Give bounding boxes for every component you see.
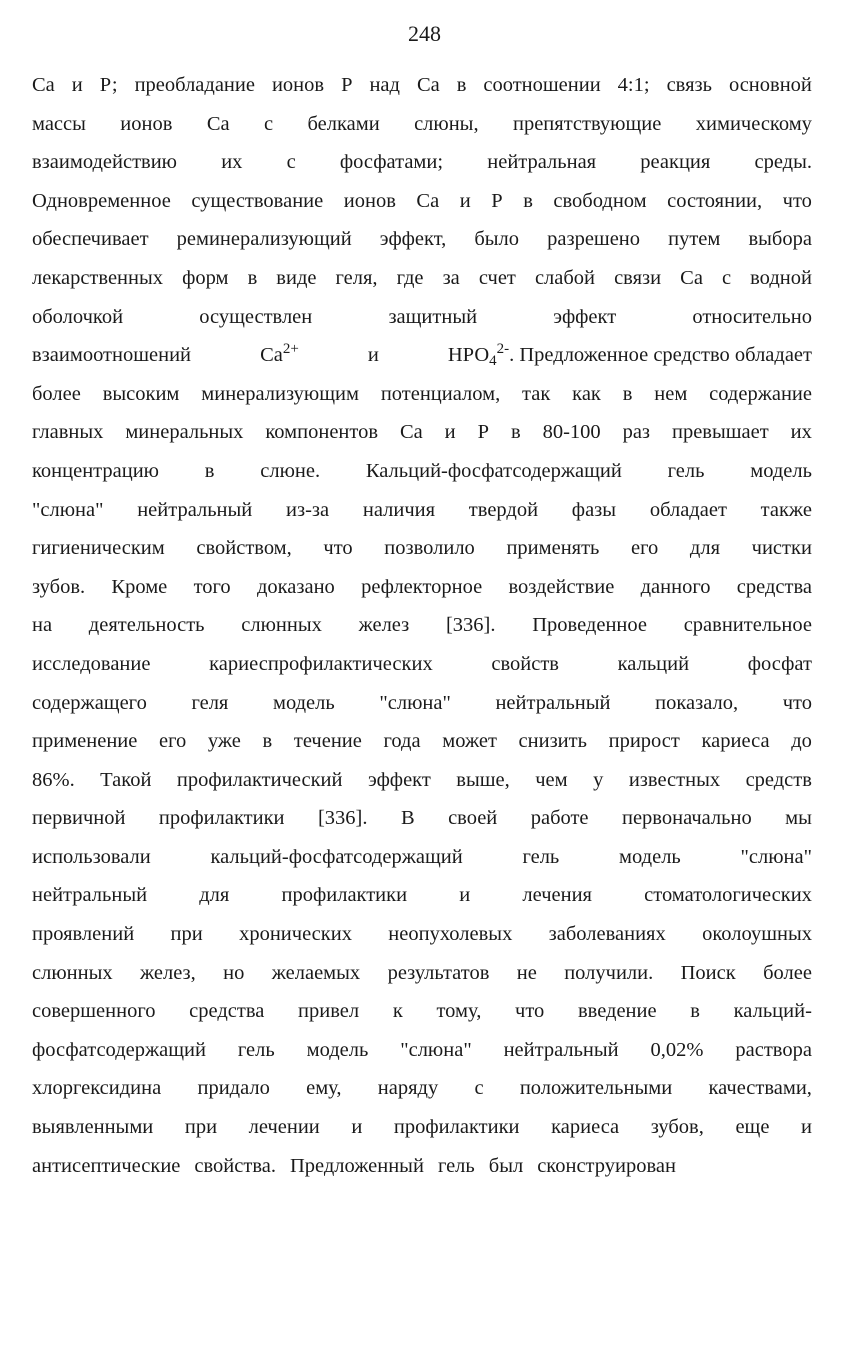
word: снизить: [518, 730, 587, 753]
word: данного: [640, 575, 711, 598]
word: осуществлен: [199, 305, 313, 328]
word: но: [223, 961, 245, 984]
word: с: [474, 1077, 484, 1100]
text-line: [32, 799, 812, 838]
word: "слюна": [740, 845, 812, 868]
word: сконструирован: [537, 1154, 676, 1177]
text-line: [32, 182, 812, 221]
word: раз: [622, 421, 651, 444]
word: кариеспрофилактических: [209, 652, 433, 675]
text-line: [32, 413, 812, 452]
word: для: [199, 884, 230, 907]
text-line: [32, 722, 812, 761]
word: их: [221, 151, 243, 174]
word: использовали: [32, 845, 151, 868]
text-line: [32, 375, 812, 414]
word: состоянии,: [667, 189, 763, 212]
word: фосфатами;: [339, 151, 444, 174]
word: при: [170, 923, 203, 946]
text-line: [32, 529, 812, 568]
word: антисептические: [32, 1154, 181, 1177]
word: тому,: [436, 1000, 482, 1023]
word: кальций-: [733, 1000, 812, 1023]
word: виде: [276, 266, 317, 289]
word: наличия: [362, 498, 436, 521]
word: нейтральный: [503, 1038, 619, 1061]
text-line: [32, 1108, 812, 1147]
word: относительно: [692, 305, 812, 328]
word: при: [184, 1116, 218, 1139]
text-line: [32, 491, 812, 530]
word: кальций-фосфатсодержащий: [210, 845, 463, 868]
word: выбора: [748, 228, 812, 251]
word: форм: [182, 266, 229, 289]
word: также: [760, 498, 812, 521]
word: эффект,: [379, 228, 447, 251]
word: может: [442, 730, 497, 753]
word: деятельность: [88, 614, 205, 637]
word: и: [71, 74, 83, 96]
word: эффект: [367, 768, 431, 791]
word: Са: [32, 74, 55, 96]
word: зубов.: [32, 575, 86, 598]
word: не: [516, 961, 537, 984]
word: Кальций-фосфатсодержащий: [365, 459, 622, 482]
word: 80-100: [542, 421, 601, 444]
text-line: [32, 1069, 812, 1108]
word: его: [159, 730, 187, 753]
text-line: [32, 838, 812, 877]
word: зубов,: [650, 1116, 704, 1139]
word: основной: [728, 74, 812, 96]
word: работе: [530, 807, 589, 830]
word: придало: [197, 1077, 270, 1100]
word: модель: [306, 1038, 369, 1061]
word: геля,: [335, 266, 378, 289]
word: более: [32, 382, 81, 405]
word: с: [721, 266, 732, 289]
word: Са: [680, 266, 703, 289]
word: что: [515, 1000, 545, 1023]
word: концентрацию: [32, 459, 159, 482]
word: 86%.: [32, 768, 75, 791]
word: Р: [477, 421, 489, 444]
text-line: [32, 645, 812, 684]
word: свойством,: [196, 537, 292, 560]
word: ионов: [120, 112, 173, 135]
word: Проведенное: [532, 614, 647, 637]
word: нейтральный: [495, 691, 611, 714]
word: массы: [32, 112, 86, 135]
word: у: [593, 768, 604, 791]
word: где: [396, 266, 424, 289]
word: до: [791, 730, 812, 753]
word: химическому: [695, 112, 812, 135]
word: в: [262, 730, 273, 753]
text-line: [32, 66, 812, 105]
word: 4:1;: [617, 74, 650, 96]
word: его: [631, 537, 659, 560]
word: свойства.: [194, 1154, 276, 1177]
word: показало,: [655, 691, 739, 714]
word: обладает: [649, 498, 727, 521]
word: гель: [522, 845, 560, 868]
word: исследование: [32, 652, 151, 675]
word: слюнных: [241, 614, 322, 637]
word: существование: [191, 189, 324, 212]
text-line: [32, 1031, 812, 1070]
word: хлоргексидина: [32, 1077, 162, 1100]
text-line: [32, 684, 812, 723]
word: $НРО_4^{2-}$. Предложенное средство обладает: [447, 341, 812, 370]
word: неопухолевых: [388, 923, 513, 946]
word: как: [572, 382, 601, 405]
text-line: [32, 336, 812, 375]
word: "слюна": [32, 498, 104, 521]
text-line: [32, 452, 812, 491]
text-line: [32, 954, 812, 993]
word: желез: [358, 614, 410, 637]
word: ему,: [306, 1077, 342, 1100]
word: оболочкой: [32, 305, 124, 328]
word: счет: [478, 266, 516, 289]
word: гигиеническим: [32, 537, 165, 560]
word: Поиск: [680, 961, 736, 984]
word: к: [392, 1000, 403, 1023]
word: твердой: [468, 498, 539, 521]
text-line: [32, 105, 812, 144]
word: [336].: [445, 614, 496, 637]
word: водной: [750, 266, 812, 289]
word: применять: [506, 537, 600, 560]
word: кариеса: [551, 1116, 620, 1139]
word: получили.: [564, 961, 654, 984]
word: и: [801, 1116, 812, 1139]
word: минеральных: [125, 421, 244, 444]
word: эффект: [553, 305, 617, 328]
word: более: [763, 961, 812, 984]
word: и: [459, 884, 471, 907]
word: Са: [416, 189, 440, 212]
word: свойств: [491, 652, 559, 675]
word: течение: [293, 730, 362, 753]
word: кальций: [617, 652, 690, 675]
word: в: [523, 189, 533, 212]
word: первоначально: [621, 807, 752, 830]
word: преобладание: [134, 74, 255, 96]
word: хронических: [239, 923, 352, 946]
word: проявлений: [32, 923, 135, 946]
word: над: [369, 74, 400, 96]
word: профилактики: [158, 807, 285, 830]
word: защитный: [388, 305, 478, 328]
word: геля: [191, 691, 229, 714]
word: профилактический: [176, 768, 343, 791]
word: известных: [628, 768, 721, 791]
word: заболеваниях: [548, 923, 666, 946]
word: желез,: [139, 961, 196, 984]
word: за: [442, 266, 460, 289]
word: сравнительное: [683, 614, 812, 637]
word: результатов: [387, 961, 490, 984]
word: "слюна": [379, 691, 451, 714]
word: что: [782, 189, 812, 212]
word: путем: [668, 228, 721, 251]
word: потенциалом,: [380, 382, 501, 405]
word: Предложенный: [289, 1154, 424, 1177]
word: уже: [207, 730, 241, 753]
word: реакция: [640, 151, 711, 174]
word: разрешено: [547, 228, 641, 251]
word: слюне.: [260, 459, 321, 482]
word: привел: [298, 1000, 360, 1023]
word: был: [488, 1154, 524, 1177]
word: мы: [785, 807, 812, 830]
word: введение: [577, 1000, 657, 1023]
word: лекарственных: [32, 266, 164, 289]
word: высоким: [102, 382, 180, 405]
word: желаемых: [271, 961, 361, 984]
word: в: [690, 1000, 700, 1023]
word: в: [204, 459, 215, 482]
word: качествами,: [708, 1077, 812, 1100]
word: белками: [307, 112, 380, 135]
word: препятствующие: [512, 112, 662, 135]
word: Кроме: [111, 575, 168, 598]
word: взаимодействию: [32, 151, 178, 174]
word: ионов: [271, 74, 325, 96]
word: фазы: [571, 498, 617, 521]
word: позволило: [384, 537, 475, 560]
word: компонентов: [265, 421, 379, 444]
word: околоушных: [702, 923, 812, 946]
word: и: [444, 421, 456, 444]
word: лечения: [522, 884, 592, 907]
text-line: [32, 568, 812, 607]
text-line: [32, 606, 812, 645]
word: того: [193, 575, 231, 598]
word: Са: [399, 421, 423, 444]
word: слюнных: [32, 961, 113, 984]
word: чем: [535, 768, 568, 791]
word: взаимоотношений: [32, 344, 192, 367]
word: стоматологических: [644, 884, 812, 907]
word: своей: [448, 807, 498, 830]
word: из-за: [286, 498, 330, 521]
word: связь: [666, 74, 712, 96]
word: для: [689, 537, 721, 560]
word: Р;: [99, 74, 118, 96]
word: и: [367, 344, 379, 367]
word: связи: [614, 266, 662, 289]
word: выявленными: [32, 1116, 154, 1139]
word: гель: [437, 1154, 475, 1177]
text-line: [32, 915, 812, 954]
text-line: [32, 220, 812, 259]
word: применение: [32, 730, 138, 753]
text-line: [32, 143, 812, 182]
word: года: [383, 730, 421, 753]
word: нем: [654, 382, 688, 405]
word: наряду: [377, 1077, 439, 1100]
text-line: [32, 298, 812, 337]
page-number: 248: [408, 21, 441, 46]
word: в: [247, 266, 258, 289]
word: средств: [745, 768, 812, 791]
word: первичной: [32, 807, 126, 830]
word: содержащего: [32, 691, 147, 714]
word: так: [522, 382, 551, 405]
text-line: [32, 259, 812, 298]
word: средства: [189, 1000, 265, 1023]
word: лечении: [248, 1116, 320, 1139]
word: реминерализующий: [176, 228, 352, 251]
body-text: [32, 66, 812, 1185]
word: гель: [667, 459, 705, 482]
word: что: [782, 691, 812, 714]
word: средства: [736, 575, 812, 598]
word: ионов: [343, 189, 396, 212]
word: свободном: [553, 189, 647, 212]
word: соотношении: [483, 74, 601, 96]
word: содержание: [709, 382, 812, 405]
word: чистки: [751, 537, 812, 560]
word: на: [32, 614, 53, 637]
text-line: [32, 1147, 812, 1186]
word: гель: [237, 1038, 275, 1061]
word: воздействие: [508, 575, 615, 598]
word: [336].: [317, 807, 368, 830]
word: выше,: [456, 768, 510, 791]
word: $Са^{2+}$: [260, 341, 299, 367]
word: модель: [273, 691, 335, 714]
word: совершенного: [32, 1000, 156, 1023]
word: и: [459, 189, 471, 212]
word: с: [286, 151, 296, 174]
word: положительными: [519, 1077, 673, 1100]
word: модель: [750, 459, 812, 482]
word: доказано: [256, 575, 335, 598]
word: в: [456, 74, 467, 96]
word: фосфатсодержащий: [32, 1038, 206, 1061]
word: рефлекторное: [361, 575, 483, 598]
word: Са: [416, 74, 440, 96]
word: профилактики: [281, 884, 408, 907]
word: Такой: [100, 768, 152, 791]
word: с: [263, 112, 274, 135]
word: и: [351, 1116, 363, 1139]
word: прирост: [608, 730, 680, 753]
word: кариеса: [701, 730, 770, 753]
word: их: [790, 421, 812, 444]
word: было: [474, 228, 520, 251]
word: слабой: [534, 266, 596, 289]
word: профилактики: [393, 1116, 520, 1139]
word: фосфат: [747, 652, 812, 675]
word: слюны,: [414, 112, 479, 135]
word: Са: [206, 112, 230, 135]
word: что: [323, 537, 353, 560]
word: среды.: [754, 151, 812, 174]
text-line: [32, 761, 812, 800]
text-line: [32, 992, 812, 1031]
word: нейтральный: [137, 498, 253, 521]
word: раствора: [735, 1038, 812, 1061]
word: еще: [735, 1116, 770, 1139]
word: Одновременное: [32, 189, 171, 212]
word: нейтральная: [487, 151, 597, 174]
word: в: [622, 382, 633, 405]
word: обеспечивает: [32, 228, 149, 251]
text-line: [32, 876, 812, 915]
word: минерализующим: [201, 382, 359, 405]
word: в: [510, 421, 521, 444]
word: В: [400, 807, 415, 830]
word: "слюна": [400, 1038, 472, 1061]
word: превышает: [671, 421, 769, 444]
word: модель: [619, 845, 681, 868]
word: Р: [341, 74, 353, 96]
word: нейтральный: [32, 884, 148, 907]
word: главных: [32, 421, 104, 444]
word: 0,02%: [650, 1038, 704, 1061]
word: Р: [491, 189, 503, 212]
